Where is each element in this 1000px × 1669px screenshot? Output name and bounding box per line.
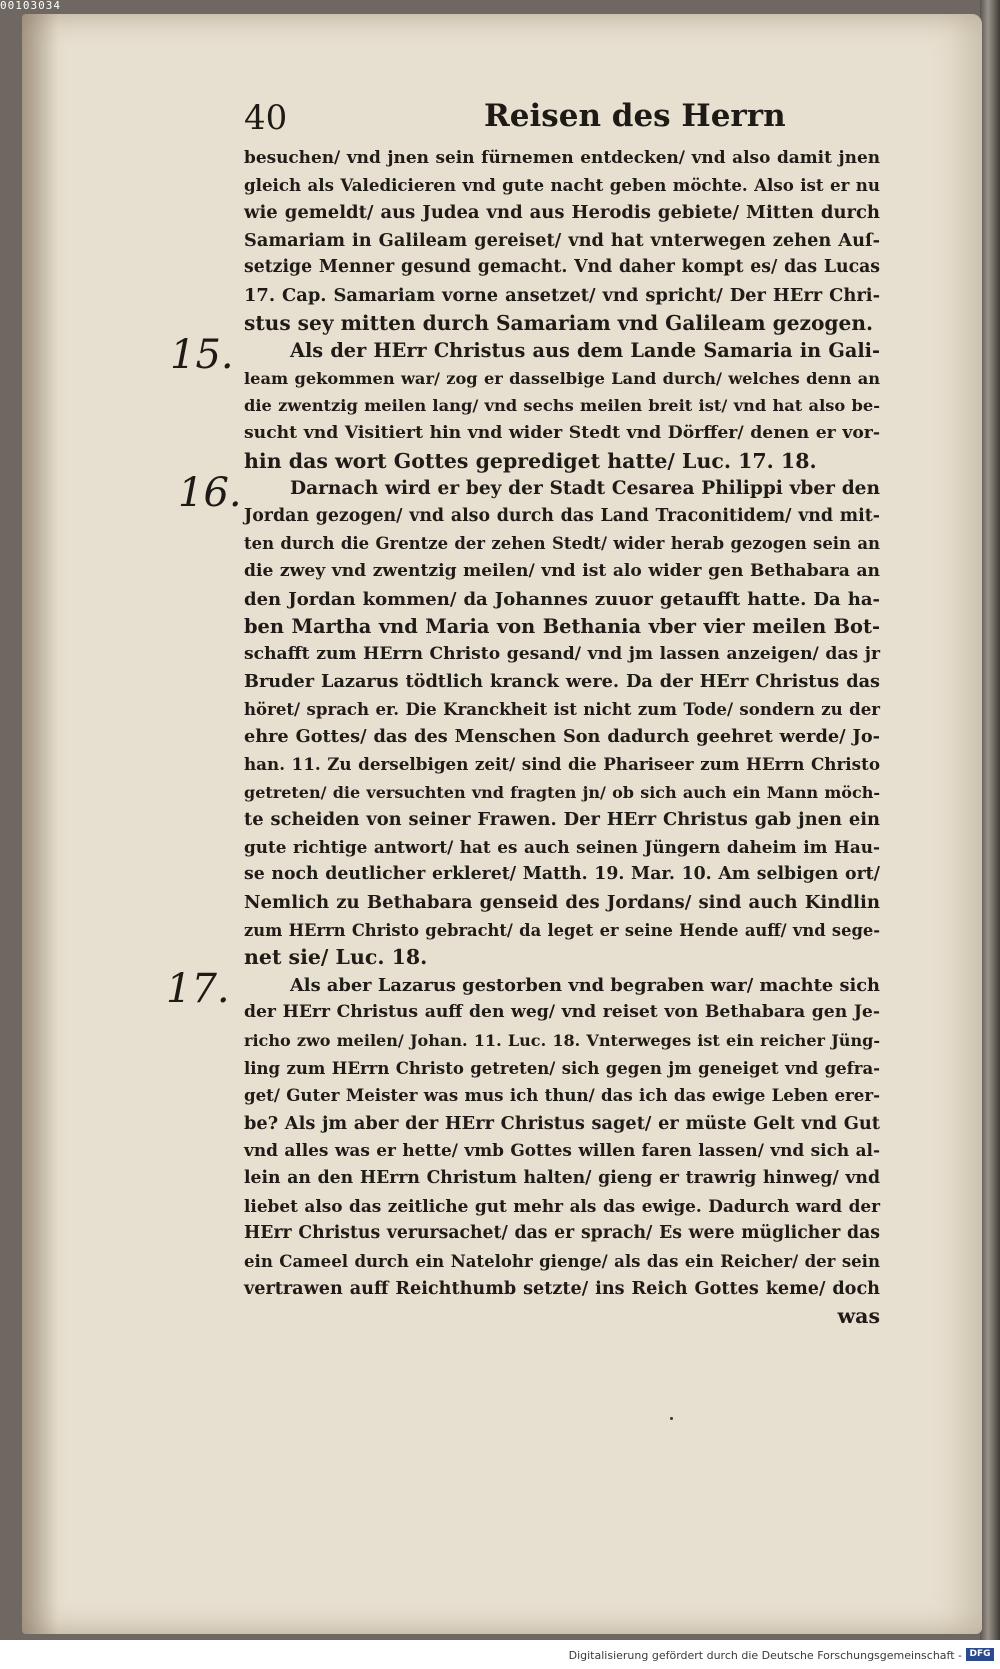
text-line: getreten/ die versuchten vnd fragten jn/ ob sich auch ein Mann möch- [244, 782, 880, 802]
funding-credit: Digitalisierung gefördert durch die Deutsche Forschungsgemeinschaft - [568, 1649, 962, 1662]
text-line: besuchen/ vnd jnen sein fürnemen entdecken/ vnd also damit jnen [244, 147, 880, 167]
text-line: leam gekommen war/ zog er dasselbige Land durch/ welches denn an [244, 368, 880, 388]
text-line: ling zum HErrn Christo getreten/ sich gegen jm geneiget vnd gefra- [244, 1057, 880, 1078]
footer-bar [0, 1643, 1000, 1669]
section-number-15: 15. [170, 332, 234, 378]
text-line: se noch deutlicher erkleret/ Matth. 19. Mar. 10. Am selbigen ort/ [244, 864, 880, 885]
text-line: gute richtige antwort/ hat es auch seinen Jüngern daheim im Hau- [244, 836, 880, 857]
text-line: wie gemeldt/ aus Judea vnd aus Herodis gebiete/ Mitten durch [244, 202, 880, 224]
text-line: vertrawen auff Reichthumb setzte/ ins Reich Gottes keme/ doch [244, 1278, 880, 1300]
catchword: was [837, 1303, 880, 1328]
section-number-17: 17. [166, 966, 230, 1012]
text-line: richo zwo meilen/ Johan. 11. Luc. 18. Vnterweges ist ein reicher Jüng- [244, 1031, 880, 1050]
text-line: Nemlich zu Bethabara genseid des Jordans/ sind auch Kindlin [244, 892, 880, 914]
dfg-logo: DFG [966, 1648, 994, 1661]
adjacent-page-edge [980, 0, 1000, 1640]
paragraph-start: Als aber Lazarus gestorben vnd begraben war/ machte sich [290, 974, 880, 996]
body-text [244, 144, 880, 1331]
text-line: Jordan gezogen/ vnd also durch das Land Traconitidem/ vnd mit- [244, 505, 880, 526]
text-line: ben Martha vnd Maria von Bethania vber vier meilen Bot- [244, 615, 880, 639]
paragraph-start: Als der HErr Christus aus dem Lande Samaria in Gali- [290, 339, 880, 363]
text-line: get/ Guter Meister was mus ich thun/ das ich das ewige Leben erer- [244, 1085, 880, 1106]
paragraph-start: Darnach wird er bey der Stadt Cesarea Philippi vber den [290, 478, 880, 500]
ink-speck [670, 1417, 673, 1420]
text-line: liebet also das zeitliche gut mehr als das ewige. Dadurch ward der [244, 1195, 880, 1216]
text-line: setzige Menner gesund gemacht. Vnd daher kompt es/ das Lucas [244, 257, 880, 278]
text-line: HErr Christus verursachet/ das er sprach/ Es were müglicher das [244, 1223, 880, 1244]
page-header [244, 98, 786, 142]
text-line: ten durch die Grentze der zehen Stedt/ wider herab gezogen sein an [244, 534, 880, 554]
text-line: Bruder Lazarus tödtlich kranck were. Da der HErr Christus das [244, 671, 880, 693]
text-line: die zwentzig meilen lang/ vnd sechs meilen breit ist/ vnd hat also be- [244, 396, 880, 416]
text-line: be? Als jm aber der HErr Christus saget/ er müste Gelt vnd Gut [244, 1112, 880, 1134]
text-line: ehre Gottes/ das des Menschen Son dadurch geehret werde/ Jo- [244, 726, 880, 748]
text-line: vnd alles was er hette/ vmb Gottes willen faren lassen/ vnd sich al- [244, 1140, 880, 1161]
text-line: hin das wort Gottes geprediget hatte/ Luc. 17. 18. [244, 448, 817, 473]
text-line: die zwey vnd zwentzig meilen/ vnd ist alo wider gen Bethabara an [244, 560, 880, 581]
text-line: te scheiden von seiner Frawen. Der HErr Christus gab jnen ein [244, 809, 880, 831]
page-number: 40 [244, 98, 288, 138]
text-line: gleich als Valedicieren vnd gute nacht geben möchte. Also ist er nu [244, 174, 880, 195]
text-line: ein Cameel durch ein Natelohr gienge/ als das ein Reicher/ der sein [244, 1250, 880, 1271]
text-line: stus sey mitten durch Samariam vnd Galileam gezogen. [244, 310, 874, 335]
text-line: lein an den HErrn Christum halten/ gieng er trawrig hinweg/ vnd [244, 1167, 880, 1188]
text-line: han. 11. Zu derselbigen zeit/ sind die Phariseer zum HErrn Christo [244, 754, 880, 775]
text-line: sucht vnd Visitiert hin vnd wider Stedt vnd Dörffer/ denen er vor- [244, 422, 880, 443]
text-line: der HErr Christus auff den weg/ vnd reiset von Bethabara gen Je- [244, 1002, 880, 1023]
text-line: Samariam in Galileam gereiset/ vnd hat vnterwegen zehen Auſ- [244, 229, 880, 251]
text-line: den Jordan kommen/ da Johannes zuuor getaufft hatte. Da ha- [244, 588, 880, 610]
text-line: höret/ sprach er. Die Kranckheit ist nicht zum Tode/ sondern zu der [244, 698, 880, 719]
text-line: net sie/ Luc. 18. [244, 945, 428, 970]
running-title: Reisen des Herrn [484, 98, 786, 134]
scan-id: 00103034 [0, 0, 61, 12]
text-line: schafft zum HErrn Christo gesand/ vnd jm lassen anzeigen/ das jr [244, 643, 880, 664]
text-line: zum HErrn Christo gebracht/ da leget er seine Hende auff/ vnd sege- [244, 920, 880, 940]
section-number-16: 16. [178, 470, 242, 516]
text-line: 17. Cap. Samariam vorne ansetzet/ vnd spricht/ Der HErr Chri- [244, 284, 880, 306]
